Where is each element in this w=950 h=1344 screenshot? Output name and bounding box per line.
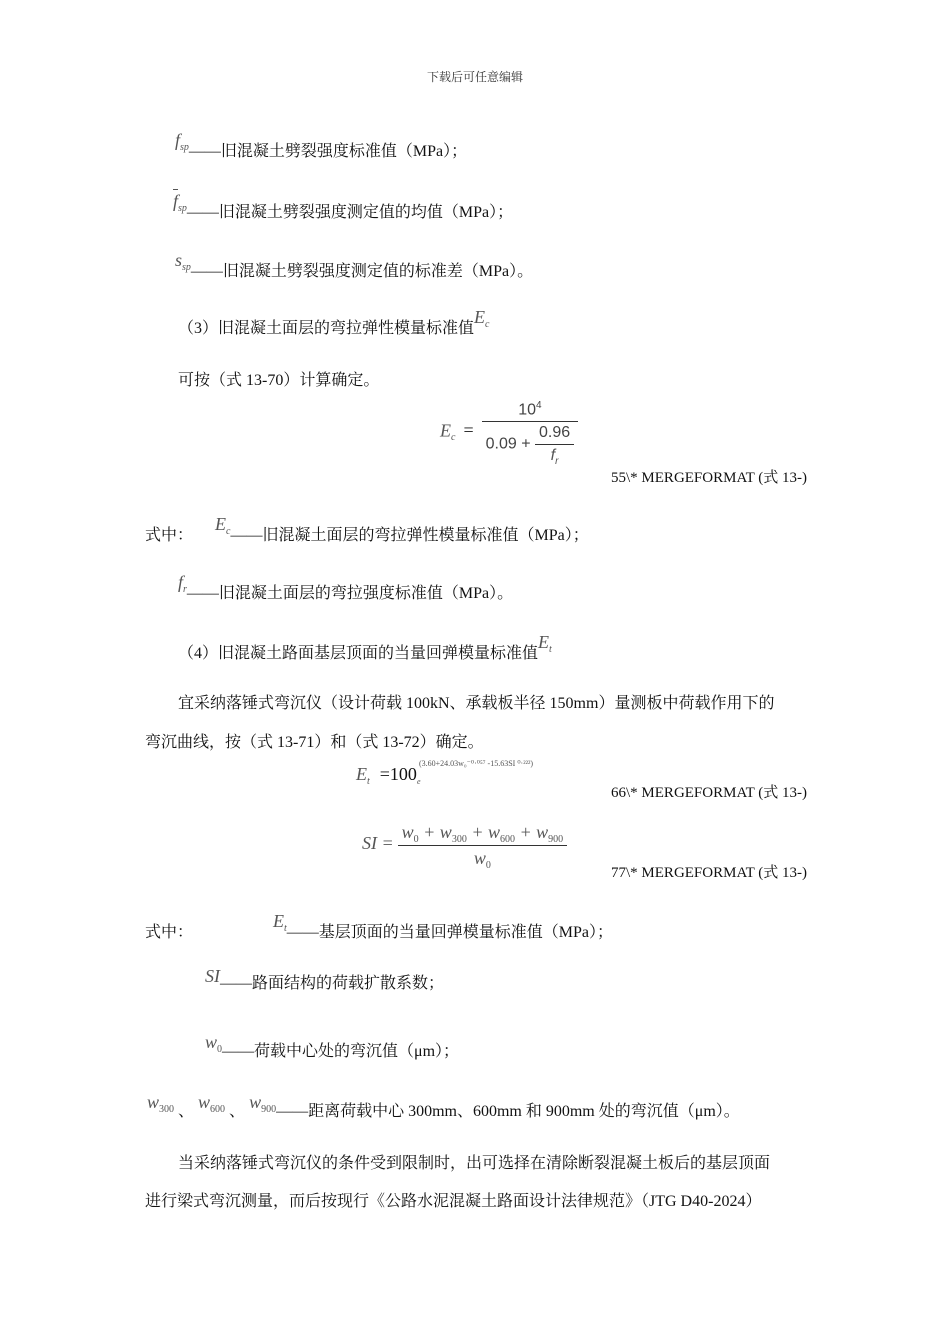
fraction-numerator <box>514 400 545 421</box>
symbol-sub: sp <box>178 203 187 214</box>
def-text: ——基层顶面的当量回弹模量标准值（MPa）； <box>286 924 614 941</box>
equation-55 <box>440 400 578 468</box>
def-fsp <box>175 128 468 160</box>
def-text: ——路面结构的荷载扩散系数； <box>220 975 445 992</box>
num-base: 10 <box>518 401 536 419</box>
num-sup: 4 <box>535 400 542 411</box>
def-si <box>205 964 445 992</box>
symbol-sub: r <box>183 584 187 595</box>
section-3-heading <box>178 305 490 337</box>
eq-exp-wrap <box>416 759 607 786</box>
fraction-inner <box>535 424 574 468</box>
equation-77-label: 77\* MERGEFORMAT (式 13-) <box>611 865 807 881</box>
symbol-sub: c <box>485 319 490 330</box>
fraction-si <box>398 822 567 869</box>
symbol-sub: 900 <box>261 1104 277 1115</box>
eq-lhs: SI = <box>362 833 394 854</box>
symbol-sub: 0 <box>217 1044 223 1055</box>
si-numerator <box>398 822 567 845</box>
fraction-main <box>482 400 579 468</box>
symbol-f-mean: f <box>173 191 179 211</box>
w-sym: + w <box>418 822 452 842</box>
where-prefix: 式中： <box>145 924 194 941</box>
def-w-distances <box>147 1090 740 1120</box>
symbol-sub: t <box>284 923 287 934</box>
symbol-w900: w <box>249 1092 262 1112</box>
symbol-SI: SI <box>205 966 220 986</box>
equation-77 <box>362 822 567 869</box>
w-sub: 0 <box>485 860 491 871</box>
symbol-E: E <box>273 911 285 931</box>
den-a: 0.09 + <box>485 436 531 454</box>
symbol-E: E <box>538 632 550 652</box>
eq-lhs-sub: c <box>451 432 456 444</box>
eq-lhs: E <box>440 420 451 441</box>
inner-denominator <box>547 445 563 468</box>
symbol-sub: 300 <box>159 1104 175 1115</box>
def-text: ——旧混凝土劈裂强度测定值的标准差（MPa）。 <box>190 263 534 280</box>
w-sub: 600 <box>499 834 515 845</box>
inner-den-sym: f <box>550 447 556 465</box>
separator: 、 <box>178 1103 195 1120</box>
page-header: 下载后可任意编辑 <box>426 70 523 84</box>
symbol-w: w <box>205 1032 218 1052</box>
symbol-sub: c <box>226 526 231 537</box>
symbol-w600: w <box>198 1092 211 1112</box>
symbol-w300: w <box>147 1092 160 1112</box>
eq-lhs-sub: t <box>367 776 370 787</box>
symbol-sub: sp <box>182 262 191 273</box>
symbol-s: s <box>175 250 183 270</box>
w-sym: w <box>401 822 414 842</box>
fraction-denominator <box>482 422 579 468</box>
symbol-E: E <box>474 307 486 327</box>
symbol-sub: 600 <box>210 1104 226 1115</box>
equation-55-label: 55\* MERGEFORMAT (式 13-) <box>611 470 807 486</box>
symbol-sub: sp <box>180 142 189 153</box>
inner-den-sub: r <box>555 456 559 468</box>
def-w0 <box>205 1030 460 1060</box>
para1-line2: 弯沉曲线，按（式 13-71）和（式 13-72）确定。 <box>145 734 484 751</box>
def-fsp-mean <box>173 189 514 221</box>
eq-lhs: E <box>356 764 367 784</box>
para2-line1: 当采纳落锤式弯沉仪的条件受到限制时，出可选择在清除断裂混凝土板后的基层顶面 <box>178 1155 771 1172</box>
w-sub: 300 <box>451 834 467 845</box>
section-text: （4）旧混凝土路面基层顶面的当量回弹模量标准值 <box>178 645 539 662</box>
def-fr <box>178 570 514 602</box>
equation-66-label: 66\* MERGEFORMAT (式 13-) <box>611 785 807 801</box>
section-text: （3）旧混凝土面层的弯拉弹性模量标准值 <box>178 320 475 337</box>
def-text: ——距离荷载中心 300mm、600mm 和 900mm 处的弯沉值（μm）。 <box>276 1103 740 1120</box>
where-ec <box>145 512 589 544</box>
def-text: ——旧混凝土面层的弯拉强度标准值（MPa）。 <box>186 585 514 602</box>
w-sym: + w <box>514 822 549 842</box>
eq-exponent: (3.60+24.03w₀⁻⁰·⁰⁵⁷ -15.63SI ⁰·²²²) <box>418 759 534 768</box>
equation-66 <box>356 759 607 787</box>
def-ssp <box>175 248 534 280</box>
inner-numerator: 0.96 <box>539 424 571 442</box>
symbol-sub: t <box>549 644 552 655</box>
def-text: ——旧混凝土劈裂强度标准值（MPa）； <box>188 143 468 160</box>
symbol-E: E <box>215 514 227 534</box>
para2-line2: 进行梁式弯沉测量，而后按现行《公路水泥混凝土路面设计法律规范》（JTG D40-2024） <box>145 1193 762 1210</box>
symbol-f: f <box>178 572 184 592</box>
w-sub: 0 <box>413 834 419 845</box>
def-text: ——荷载中心处的弯沉值（μm）； <box>222 1043 460 1060</box>
eq-sign: = <box>463 420 474 441</box>
section-4-heading <box>178 630 552 662</box>
def-text: ——旧混凝土面层的弯拉弹性模量标准值（MPa）； <box>230 527 589 544</box>
w-sym: w <box>473 848 486 868</box>
def-text: ——旧混凝土劈裂强度测定值的均值（MPa）； <box>186 204 514 221</box>
calc-line: 可按（式 13-70）计算确定。 <box>178 372 380 389</box>
eq-rhs: =100 <box>379 764 417 784</box>
separator: 、 <box>229 1103 246 1120</box>
para1-line1: 宜采纳落锤式弯沉仪（设计荷载 100kN、承载板半径 150mm）量测板中荷载作用下的 <box>178 695 775 712</box>
w-sub: 900 <box>548 834 564 845</box>
eq-base: e <box>416 777 421 786</box>
w-sym: + w <box>466 822 500 842</box>
symbol-f: f <box>175 130 181 150</box>
where-prefix: 式中： <box>145 527 194 544</box>
where-et <box>145 909 614 941</box>
si-denominator <box>470 846 495 869</box>
